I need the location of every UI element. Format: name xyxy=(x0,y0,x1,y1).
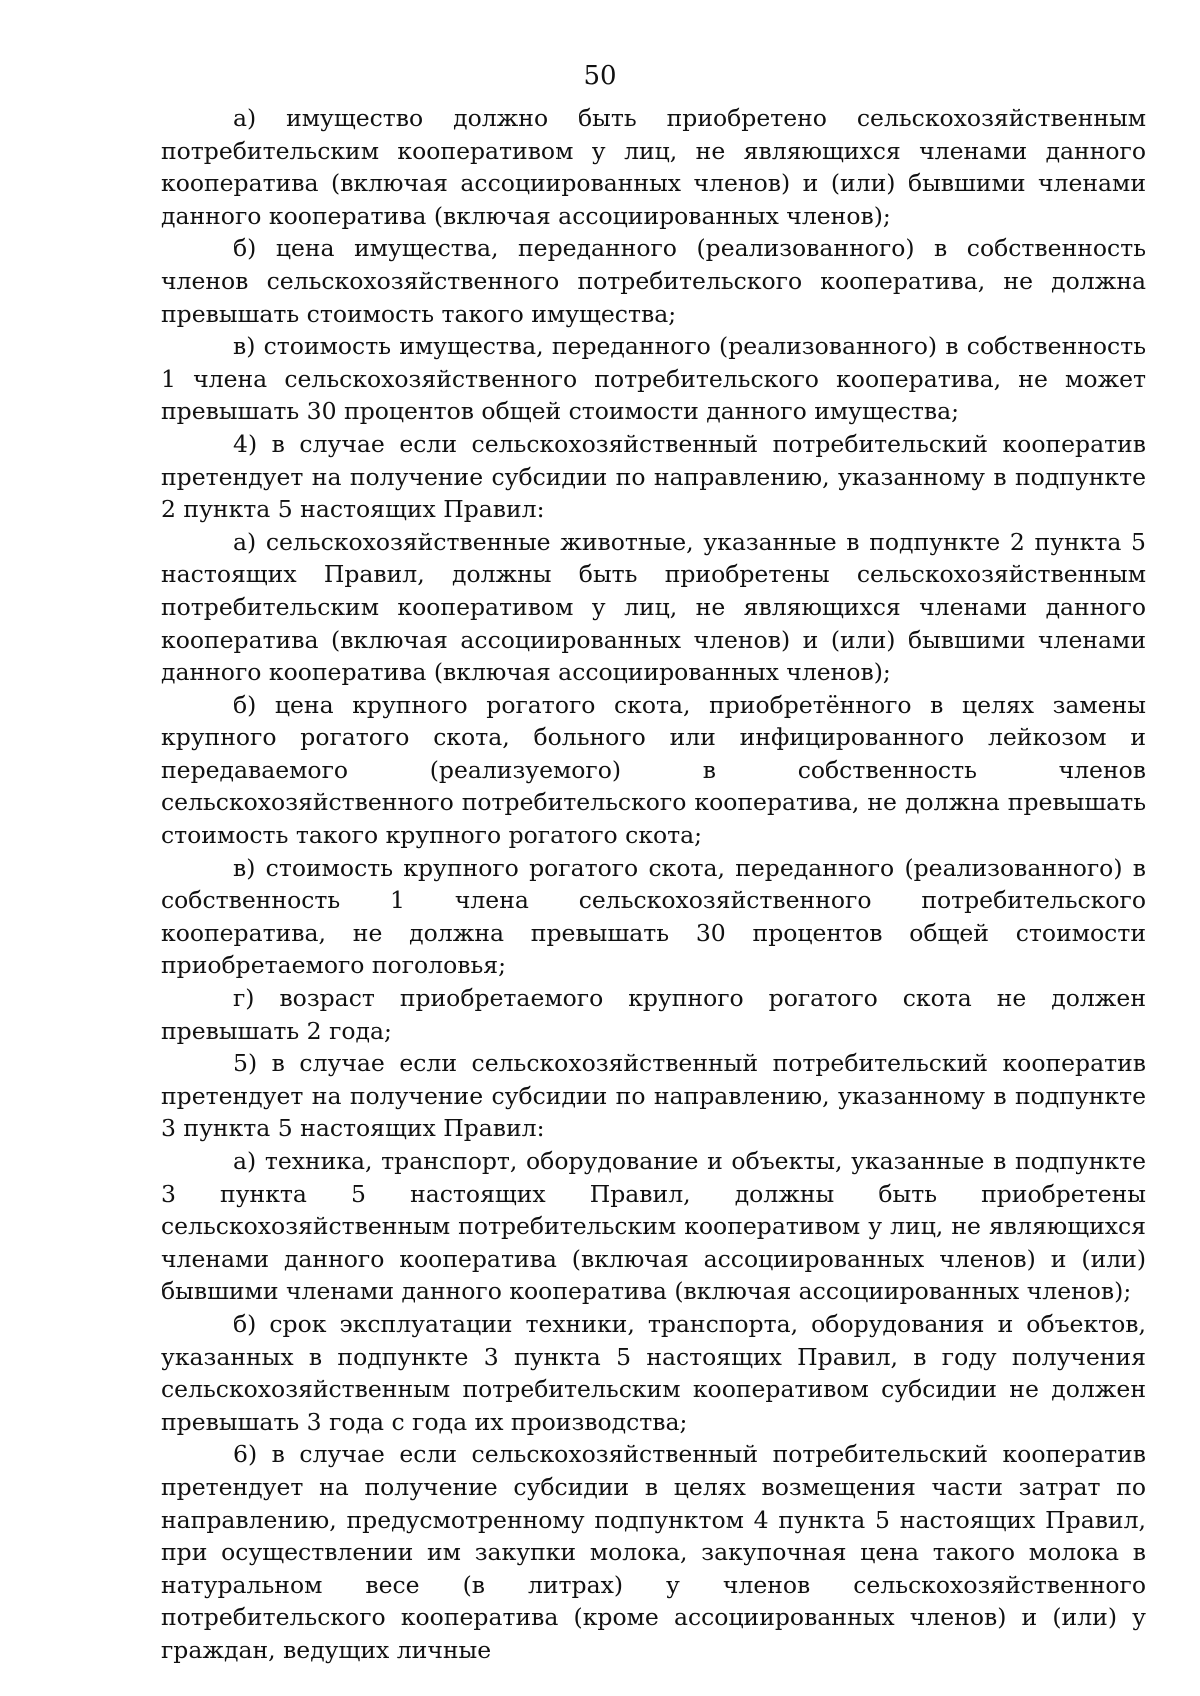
paragraph-4v-cattle-share-limit: в) стоимость крупного рогатого скота, переданного (реализованного) в собственность 1 члена сельскохозяйственного потребительского кооператива, не должна превышать 30 процентов общей стоимости приобретаемого поголовья; xyxy=(161,853,1146,980)
paragraph-6-milk-purchase: 6) в случае если сельскохозяйственный потребительский кооператив претендует на получение субсидии в целях возмещения части затрат по направлению, предусмотренному подпунктом 4 пункта 5 настоящих Правил, при осуществлении им закупки молока, закупочная цена такого молока в натуральном весе (в литрах) у членов сельскохозяйственного потребительского кооператива (кроме ассоциированных членов) и (или) у граждан, ведущих личные xyxy=(161,1440,1146,1664)
paragraph-3a-property-acquisition: а) имущество должно быть приобретено сельскохозяйственным потребительским кооперативом у лиц, не являющихся членами данного кооператива (включая ассоциированных членов) и (или) бывшими членами данного кооператива (включая ассоциированных членов); xyxy=(161,104,1146,230)
paragraph-3v-property-share-limit: в) стоимость имущества, переданного (реализованного) в собственность 1 члена сельскохозяйственного потребительского кооператива, не может превышать 30 процентов общей стоимости данного имущества; xyxy=(161,332,1146,426)
paragraph-4-livestock-direction: 4) в случае если сельскохозяйственный потребительский кооператив претендует на получение субсидии по направлению, указанному в подпункте 2 пункта 5 настоящих Правил: xyxy=(161,429,1146,524)
paragraph-4g-cattle-age: г) возраст приобретаемого крупного рогатого скота не должен превышать 2 года; xyxy=(161,984,1146,1045)
paragraph-4b-cattle-price: б) цена крупного рогатого скота, приобретённого в целях замены крупного рогатого скота, больного или инфицированного лейкозом и передаваемого (реализуемого) в собственность членов сельскохозяйственного потребительского кооператива, не должна превышать стоимость такого крупного рогатого скота; xyxy=(161,690,1146,850)
paragraph-3b-property-price: б) цена имущества, переданного (реализованного) в собственность членов сельскохозяйственного потребительского кооператива, не должна превышать стоимость такого имущества; xyxy=(161,234,1146,328)
page-number: 50 xyxy=(583,61,617,91)
paragraph-5-equipment-direction: 5) в случае если сельскохозяйственный потребительский кооператив претендует на получение субсидии по направлению, указанному в подпункте 3 пункта 5 настоящих Правил: xyxy=(161,1049,1146,1143)
paragraph-5a-equipment-acquisition: а) техника, транспорт, оборудование и объекты, указанные в подпункте 3 пункта 5 настоящих Правил, должны быть приобретены сельскохозяйственным потребительским кооперативом у лиц, не являющихся членами данного кооператива (включая ассоциированных членов) и (или) бывшими членами данного кооператива (включая ассоциированных членов); xyxy=(161,1147,1146,1306)
document-body xyxy=(161,102,1146,1667)
paragraph-5b-equipment-age: б) срок эксплуатации техники, транспорта, оборудования и объектов, указанных в подпункте 3 пункта 5 настоящих Правил, в году получения сельскохозяйственным потребительским кооперативом субсидии не должен превышать 3 года с года их производства; xyxy=(161,1309,1146,1436)
paragraph-4a-livestock-acquisition: а) сельскохозяйственные животные, указанные в подпункте 2 пункта 5 настоящих Правил, должны быть приобретены сельскохозяйственным потребительским кооперативом у лиц, не являющихся членами данного кооператива (включая ассоциированных членов) и (или) бывшими членами данного кооператива (включая ассоциированных членов); xyxy=(161,527,1146,687)
